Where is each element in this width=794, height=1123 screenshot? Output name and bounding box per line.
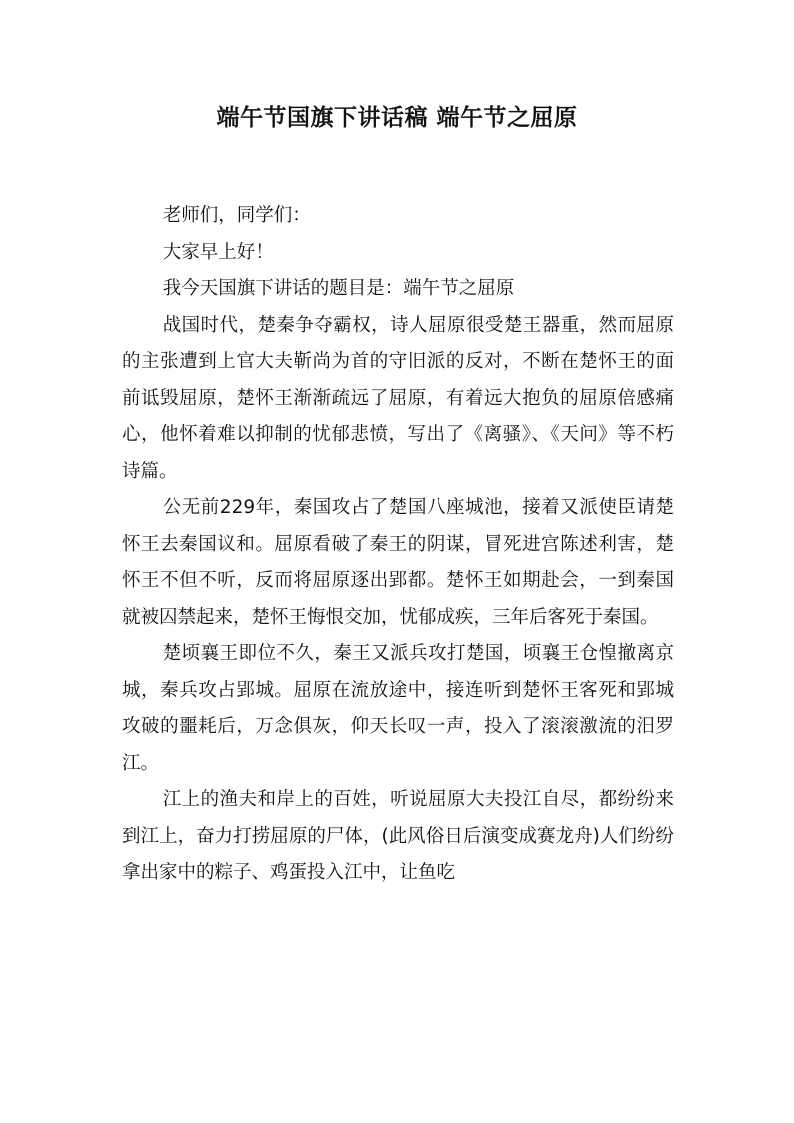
body-paragraph: 公无前229年，秦国攻占了楚国八座城池，接着又派使臣请楚怀王去秦国议和。屈原看破了秦王的阴谋，冒死进宫陈述利害，楚怀王不但不听，反而将屈原逐出郢都。楚怀王如期赴会，一到秦国就被囚禁起来，楚怀王悔恨交加，忧郁成疾，三年后客死于秦国。 — [122, 497, 674, 628]
greeting-paragraph: 老师们，同学们： — [162, 205, 311, 226]
document-title: 端午节国旗下讲话稿 端午节之屈原 — [216, 105, 578, 131]
salutation-paragraph: 大家早上好！ — [162, 241, 274, 263]
topic-paragraph: 我今天国旗下讲话的题目是：端午节之屈原 — [162, 278, 515, 299]
body-paragraph: 楚顷襄王即位不久，秦王又派兵攻打楚国，顷襄王仓惶撤离京城，秦兵攻占郢城。屈原在流放途中，接连听到楚怀王客死和郢城攻破的噩耗后，万念俱灰，仰天长叹一声，投入了滚滚激流的汨罗江。 — [122, 643, 674, 774]
body-paragraph: 江上的渔夫和岸上的百姓，听说屈原大夫投江自尽，都纷纷来到江上，奋力打捞屈原的尸体，(此风俗日后演变成赛龙舟)人们纷纷拿出家中的粽子、鸡蛋投入江中，让鱼吃 — [122, 789, 674, 883]
body-paragraph: 战国时代，楚秦争夺霸权，诗人屈原很受楚王器重，然而屈原的主张遭到上官大夫靳尚为首的守旧派的反对，不断在楚怀王的面前诋毁屈原，楚怀王渐渐疏远了屈原，有着远大抱负的屈原倍感痛心，他怀着难以抑制的忧郁悲愤，写出了《离骚》、《天问》等不朽诗篇。 — [122, 314, 674, 482]
document-body — [122, 198, 674, 892]
